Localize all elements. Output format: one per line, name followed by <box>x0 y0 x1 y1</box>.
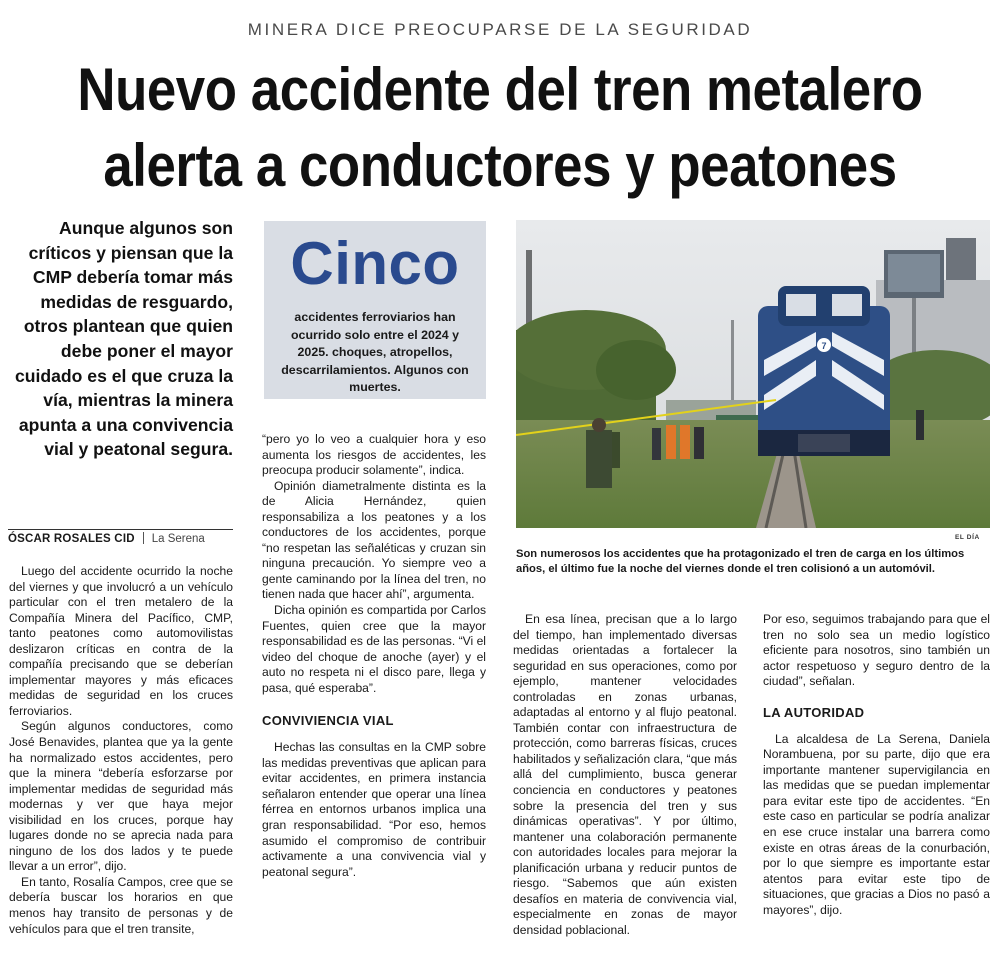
paragraph: Opinión diametralmente distinta es la de Alicia Hernández, quien responsabiliza a los peatones y a los conductores de los accidentes, porque “no respetan las señaléticas y cruzan sin ninguna precaución. Yo siempre veo a gente caminando por la línea del tren, no tienen nada que hacer ahí”, argumenta. <box>262 478 486 602</box>
paragraph: Por eso, seguimos trabajando para que el tren no solo sea un medio logístico eficiente para nosotros, sino también un actor respetuoso y seguro dentro de la ciudad”, señalan. <box>763 612 990 689</box>
kicker: MINERA DICE PREOCUPARSE DE LA SEGURIDAD <box>247 20 753 39</box>
byline <box>8 532 233 546</box>
byline-rule <box>8 529 233 530</box>
article-column-3 <box>513 612 737 938</box>
byline-separator <box>143 532 144 544</box>
fact-box-number: Cinco <box>290 230 460 297</box>
byline-city: La Serena <box>151 533 205 545</box>
news-photo <box>516 220 990 528</box>
fact-box-text: accidentes ferroviarios han ocurrido solo entre el 2024 y 2025. choques, atropellos, descarrilamientos. Algunos con muertes. <box>281 310 469 394</box>
section-heading-convivencia: CONVIVIENCIA VIAL <box>262 713 394 729</box>
train-scene-illustration <box>516 220 990 528</box>
deck: Aunque algunos son críticos y piensan que la CMP debería tomar más medidas de resguardo, otros plantean que quien debe poner el mayor cuidado es el que cruza la vía, mientras la minera apunta a una convivencia vial y peatonal segura. <box>14 218 233 460</box>
article-column-1 <box>9 564 233 937</box>
fact-box <box>264 221 486 399</box>
paragraph: En tanto, Rosalía Campos, cree que se debería buscar los horarios en que menos hay transito de personas y de vehículos para que el tren transite, <box>9 874 233 936</box>
paragraph: Luego del accidente ocurrido la noche del viernes y que involucró a un vehículo particular con el tren metalero de la Compañía Minera del Pacífico, CMP, tanto peatones como automovilistas deslizaron críticas en contra de la compañía precisando que se deberían implementar mayores y más eficaces medidas de seguridad en los cruces ferroviarios. <box>9 564 233 718</box>
headline-line-1: Nuevo accidente del tren metalero <box>77 56 923 123</box>
photo-caption: Son numerosos los accidentes que ha protagonizado el tren de carga en los últimos años, el último fue la noche del viernes donde el tren colisionó a un automóvil. <box>516 548 965 576</box>
article-column-4 <box>763 612 990 918</box>
paragraph: Hechas las consultas en la CMP sobre las medidas preventivas que aplican para evitar accidentes, en primera instancia señalaron entender que operar una línea férrea en entornos urbanos implica una gran responsabilidad. “Por eso, hemos asumido el compromiso de contribuir activamente a una convivencia vial y peatonal segura”. <box>262 740 486 879</box>
paragraph: Según algunos conductores, como José Benavides, plantea que ya la gente ha normalizado estos accidentes, pero que la minera “debería esforzarse por implementar medidas de seguridad más modernas y ver que haya mejor visibilidad en los cruces, porque hay lugares donde no se aprecia nada para ninguno de los dos lados y te puede llevar a un error”, dijo. <box>9 719 233 874</box>
paragraph: “pero yo lo veo a cualquier hora y eso aumenta los riesgos de accidentes, les preocupa producir solamente”, indica. <box>262 432 486 478</box>
headline-line-2: alerta a conductores y peatones <box>103 132 897 199</box>
section-heading-autoridad: LA AUTORIDAD <box>763 704 865 720</box>
photo-credit: EL DÍA <box>955 534 980 541</box>
loco-number: 7 <box>821 341 827 351</box>
paragraph: La alcaldesa de La Serena, Daniela Norambuena, por su parte, dijo que era importante mantener supervigilancia en las medidas que se puedan implementar para evitar este tipo de accidentes. “En este caso en particular se podría analizar en ese cruce instalar una barrera como existe en otras áreas de la conurbación, por lo que siempre es importante estar atentos para evitar este tipo de situaciones, que gracias a Dios no pasó a mayores”, dijo. <box>763 731 990 917</box>
paragraph: Dicha opinión es compartida por Carlos Fuentes, quien cree que la mayor responsabilidad es de las personas. “Vi el video del choque de anoche (ayer) y el auto no respeta ni el disco pare, llega y pasa, qué esperaba”. <box>262 603 486 695</box>
article-column-2 <box>262 432 486 880</box>
byline-author: ÓSCAR ROSALES CID <box>8 533 135 545</box>
paragraph: En esa línea, precisan que a lo largo del tiempo, han implementado diversas medidas orientadas a fortalecer la seguridad en sus operaciones, como por ejemplo, mantener velocidades controladas en zonas urbanas, adaptadas al entorno y al flujo peatonal. También contar con infraestructura de protección, como barreras físicas, cruces habilitados y señalización clara, “que más allá del cumplimiento, busca generar conciencia en conductores y peatones sobre la presencia del tren y sus dinámicas operativas”. Y por último, mantener una colaboración permanente con autoridades locales para mejorar la planificación urbana y reducir puntos de riesgo. “Sabemos que aún existen desafíos en materia de convivencia vial, especialmente en zonas de mayor densidad poblacional. <box>513 612 737 937</box>
